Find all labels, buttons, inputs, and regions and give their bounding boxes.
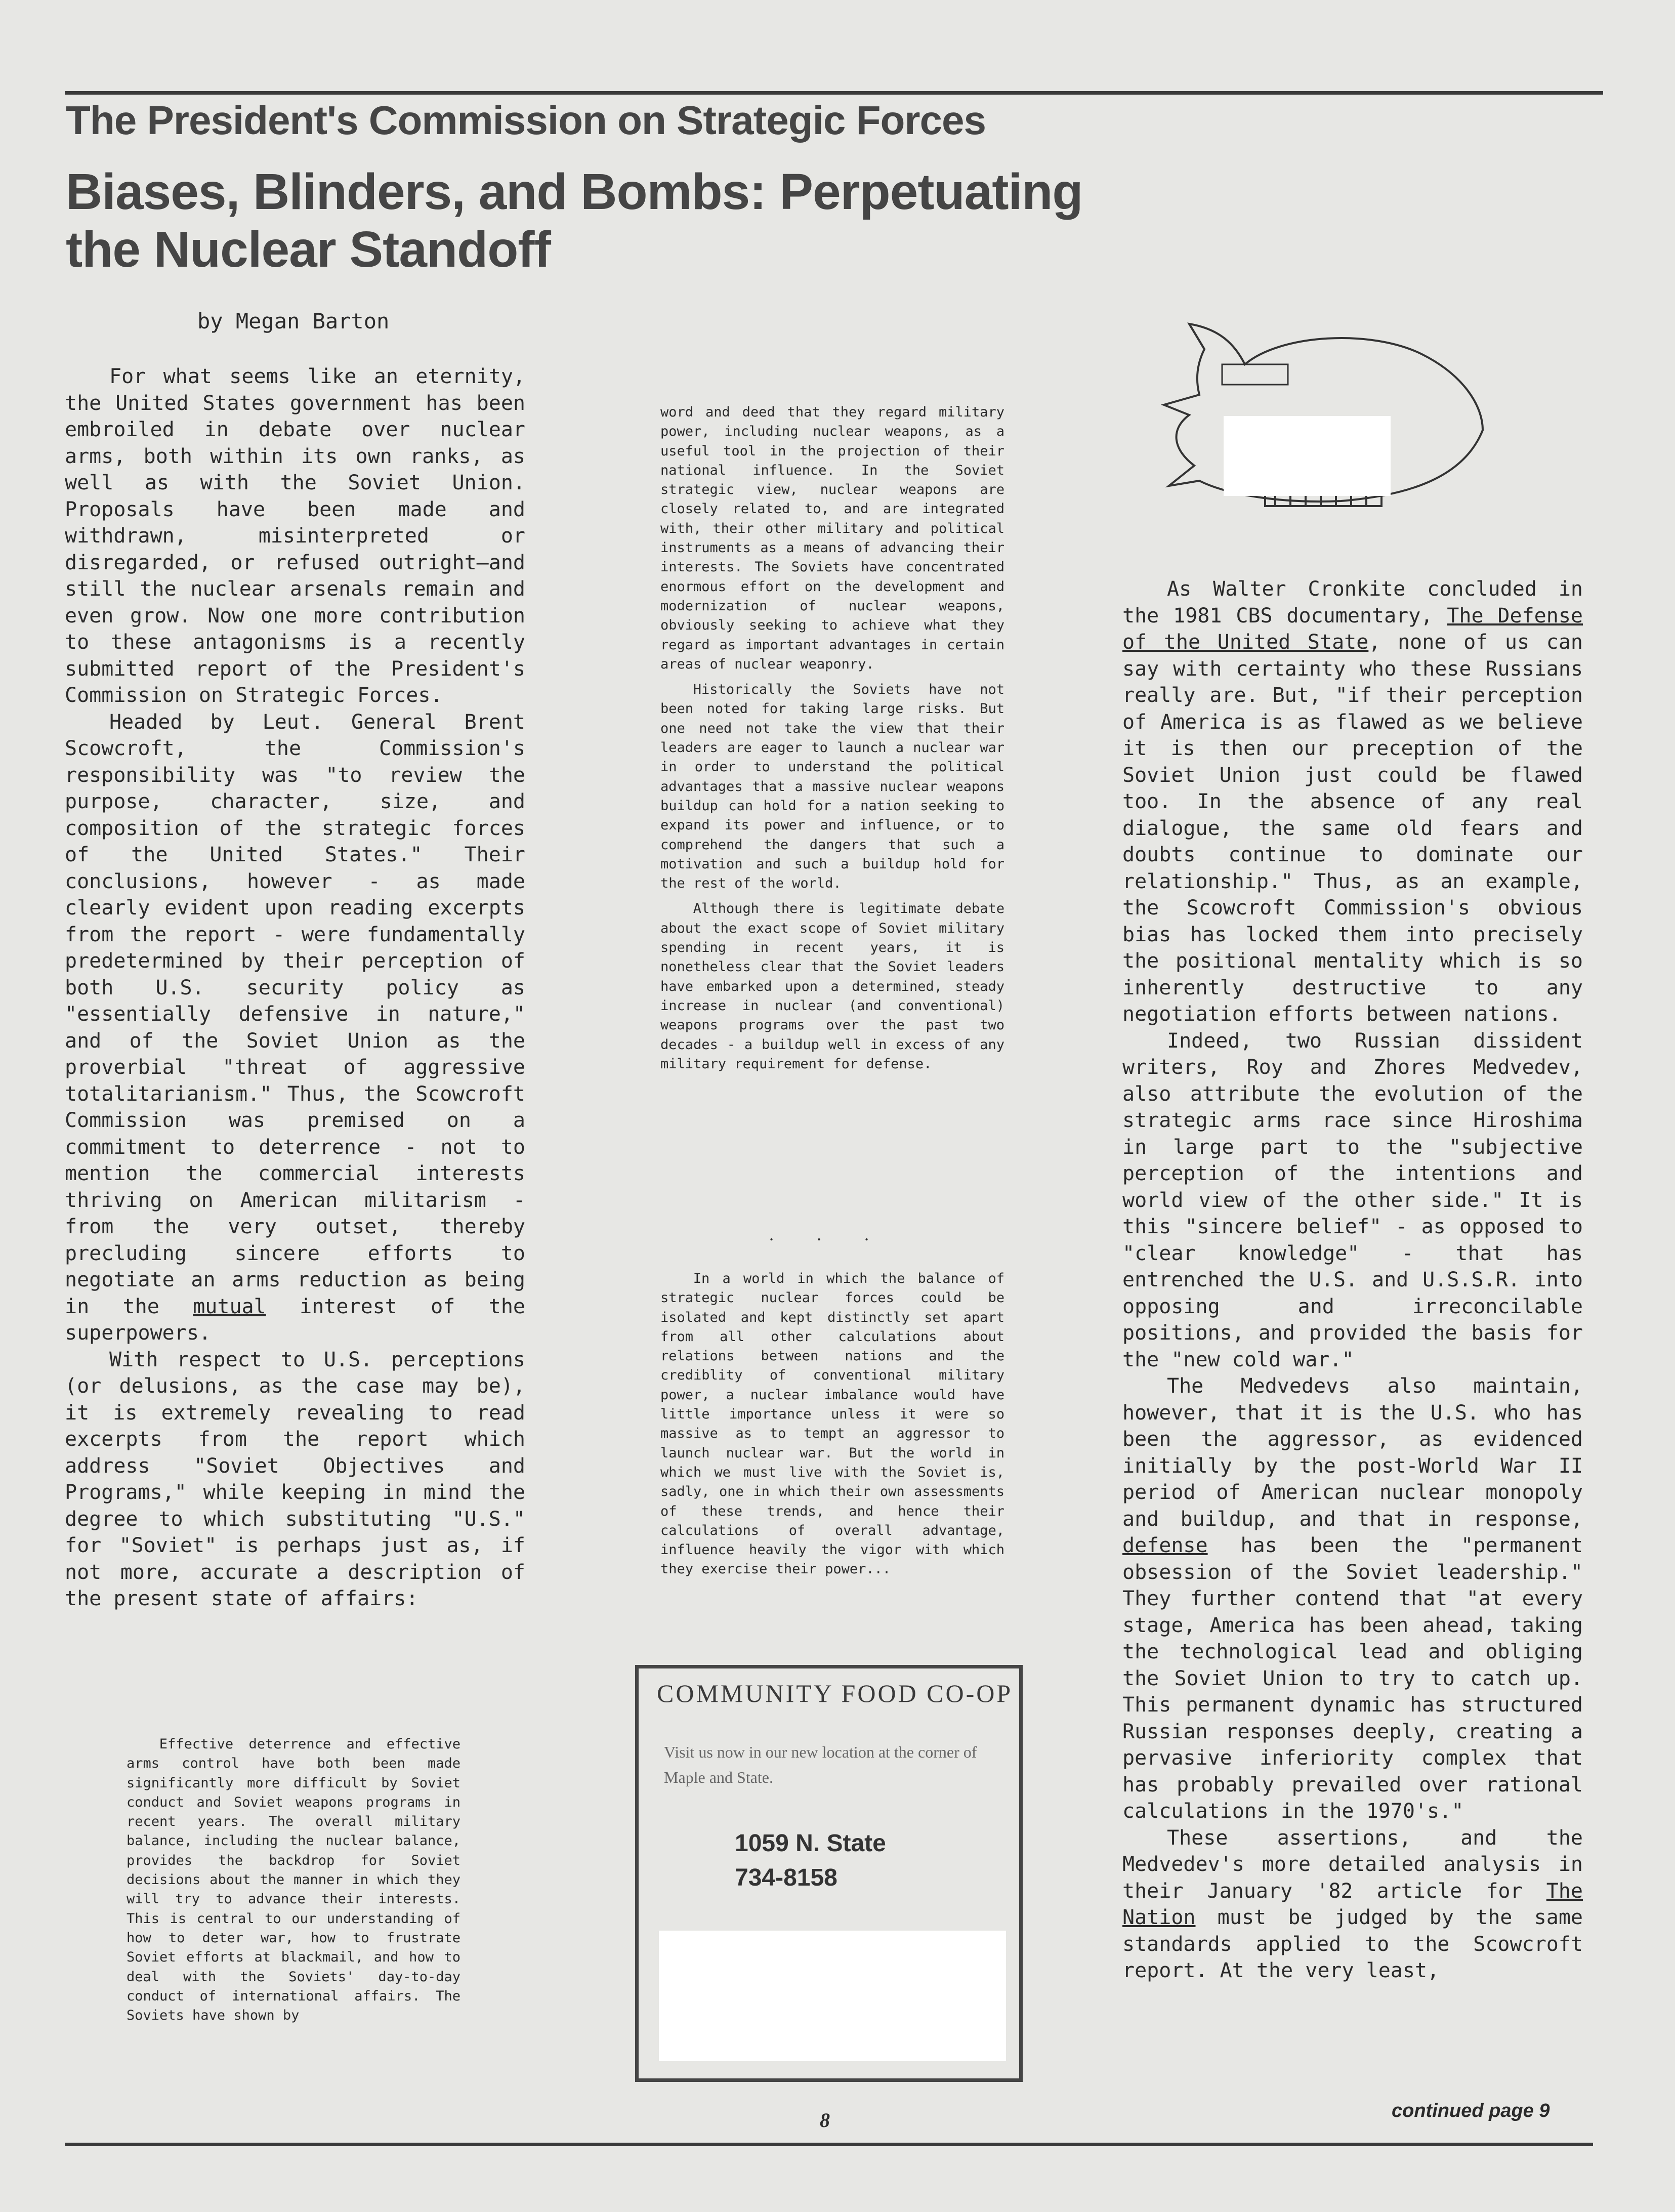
page-number: 8: [820, 2109, 830, 2132]
column-2-lower: [660, 1269, 1004, 1579]
paragraph: Historically the Soviets have not been noted for taking large risks. But one need not take the view that their leaders are eager to launch a nuclear war in order to understand the political advantages that a massive nuclear weapons buildup can hold for a nation seeking to expand its power and influence, or to comprehend the dangers that such a motivation and such a buildup hold for the rest of the world.: [660, 682, 1004, 892]
column-2: [660, 403, 1004, 1074]
paragraph: Headed by Leut. General Brent Scowcroft, the Commission's responsibility was "to review the purpose, character, size, and composition of the strategic forces of the United States." Their conclusions, however - as made clearly evident upon reading excerpts from the report - were fundamentally predetermined by their perception of both U.S. security policy as "essentially defensive in nature," and of the Soviet Union as the proverbial "threat of aggressive totalitarianism." Thus, the Scowcroft Commission was premised on a commitment to deterrence - not to mention the commercial interests thriving on American militarism - from the very outset, thereby precluding sincere efforts to negotiate an arms reduction as being in the mutual interest of the superpowers.: [65, 710, 525, 1345]
bottom-rule: [65, 2143, 1593, 2146]
section-break-dots: . . .: [769, 1224, 888, 1244]
paragraph: With respect to U.S. perceptions (or delusions, as the case may be), it is extremely revealing to read excerpts from the report which address "Soviet Objectives and Programs," while keeping in mind the degree to which substituting "U.S." for "Soviet" is perhaps just as, if not more, accurate a description of the present state of affairs:: [65, 1348, 525, 1610]
section-kicker: The President's Commission on Strategic Forces: [66, 98, 986, 143]
paragraph: word and deed that they regard military power, including nuclear weapons, as a useful tool in the projection of their national influence. In the Soviet strategic view, nuclear weapons are closely related to, and are integrated with, their other military and political instruments as a means of advancing their interests. The Soviets have concentrated enormous effort on the development and modernization of nuclear weapons, obviously seeking to achieve what they regard as important advantages in certain areas of nuclear weaponry.: [660, 404, 1004, 672]
paragraph: These assertions, and the Medvedev's more detailed analysis in their January '82 article for The Nation must be judged by the same standards applied to the Scowcroft report. At the very least,: [1122, 1826, 1583, 1982]
underlined-word: mutual: [193, 1295, 266, 1318]
ad-title: COMMUNITY FOOD CO-OP: [657, 1679, 1013, 1707]
paragraph: For what seems like an eternity, the United States government has been embroiled in debate over nuclear arms, both within its own ranks, as well as with the Soviet Union. Proposals have been made and withdrawn, misinterpreted or disregarded, or refused outright—and still the nuclear arsenals remain and even grow. Now one more contribution to these antagonisms is a recently submitted report of the President's Commission on Strategic Forces.: [65, 365, 525, 707]
documentary-title: The Defense of the United State: [1122, 604, 1583, 654]
ad-address: 1059 N. State: [735, 1830, 886, 1857]
ad-phone: 734-8158: [735, 1864, 837, 1891]
paragraph: The Medvedevs also maintain, however, that it is the U.S. who has been the aggressor, as evidenced initially by the post-World War II period of American nuclear monopoly and buildup, and that in response, defense has been the "permanent obsession of the Soviet leadership." They further contend that "at every stage, America has been ahead, taking the technological lead and obliging the Soviet Union to try to catch up. This permanent dynamic has structured Russian responses deeply, creating a pervasive inferiority complex that has probably prevailed over rational calculations in the 1970's.": [1122, 1374, 1583, 1823]
paragraph: Indeed, two Russian dissident writers, Roy and Zhores Medvedev, also attribute the evolution of the strategic arms race since Hiroshima in large part to the "subjective perception of the intentions and world view of the other side." It is this "sincere belief" - as opposed to "clear knowledge" - that has entrenched the U.S. and U.S.S.R. into opposing and irreconcilable positions, and provided the basis for the "new cold war.": [1122, 1029, 1583, 1371]
paragraph: In a world in which the balance of strategic nuclear forces could be isolated and kept distinctly set apart from all other calculations about relations between nations and the crediblity of conventional military power, a nuclear imbalance would have little importance unless it were so massive as to tempt an aggressor to launch nuclear war. But the world in which we must live with the Soviet is, sadly, one in which their own assessments of these trends, and hence their calculations of overall advantage, influence heavily the vigor with which they exercise their power...: [660, 1271, 1004, 1577]
top-rule: [65, 91, 1603, 95]
column-3: [1122, 576, 1583, 1984]
report-excerpt-quote: Effective deterrence and effective arms control have both been made significantly more difficult by Soviet conduct and Soviet weapons programs in recent years. The overall military balance, including the nuclear balance, provides the backdrop for Soviet decisions about the manner in which they will try to advance their interests. This is central to our understanding of how to deter war, how to frustrate Soviet efforts at blackmail, and how to deal with the Soviets' day-to-day conduct of international affairs. The Soviets have shown by: [127, 1736, 460, 2024]
article-title-line2: the Nuclear Standoff: [66, 221, 551, 278]
redacted-ad-region: [659, 1931, 1006, 2061]
continued-note: continued page 9: [1392, 2100, 1550, 2121]
underlined-word: defense: [1122, 1534, 1208, 1557]
ad-text: Visit us now in our new location at the corner of Maple and State.: [664, 1743, 977, 1786]
paragraph: Although there is legitimate debate about the exact scope of Soviet military spending in recent years, it is nonetheless clear that the Soviet leaders have embarked upon a determined, steady increase in nuclear (and conventional) weapons programs over the past two decades - a buildup well in excess of any military requirement for defense.: [660, 901, 1004, 1072]
byline: by Megan Barton: [197, 309, 390, 333]
article-title-line1: Biases, Blinders, and Bombs: Perpetuating: [66, 163, 1083, 220]
column-1: [65, 363, 525, 1612]
publication-title: The Nation: [1122, 1879, 1583, 1929]
redacted-image-region: [1224, 416, 1391, 496]
community-food-coop-ad: [635, 1665, 1023, 2082]
article-title: [66, 163, 1584, 278]
paragraph: As Walter Cronkite concluded in the 1981 CBS documentary, The Defense of the United State, none of us can say with certainty who these Russians really are. But, "if their perception of America is as flawed as we believe it is then our preception of the Soviet Union just could be flawed too. In the absence of any real dialogue, the same old fears and doubts continue to dominate our relationship." Thus, as an example, the Scowcroft Commission's obvious bias has locked them into precisely the positional mentality which is so inherently destructive to any negotiation efforts between nations.: [1122, 577, 1583, 1026]
